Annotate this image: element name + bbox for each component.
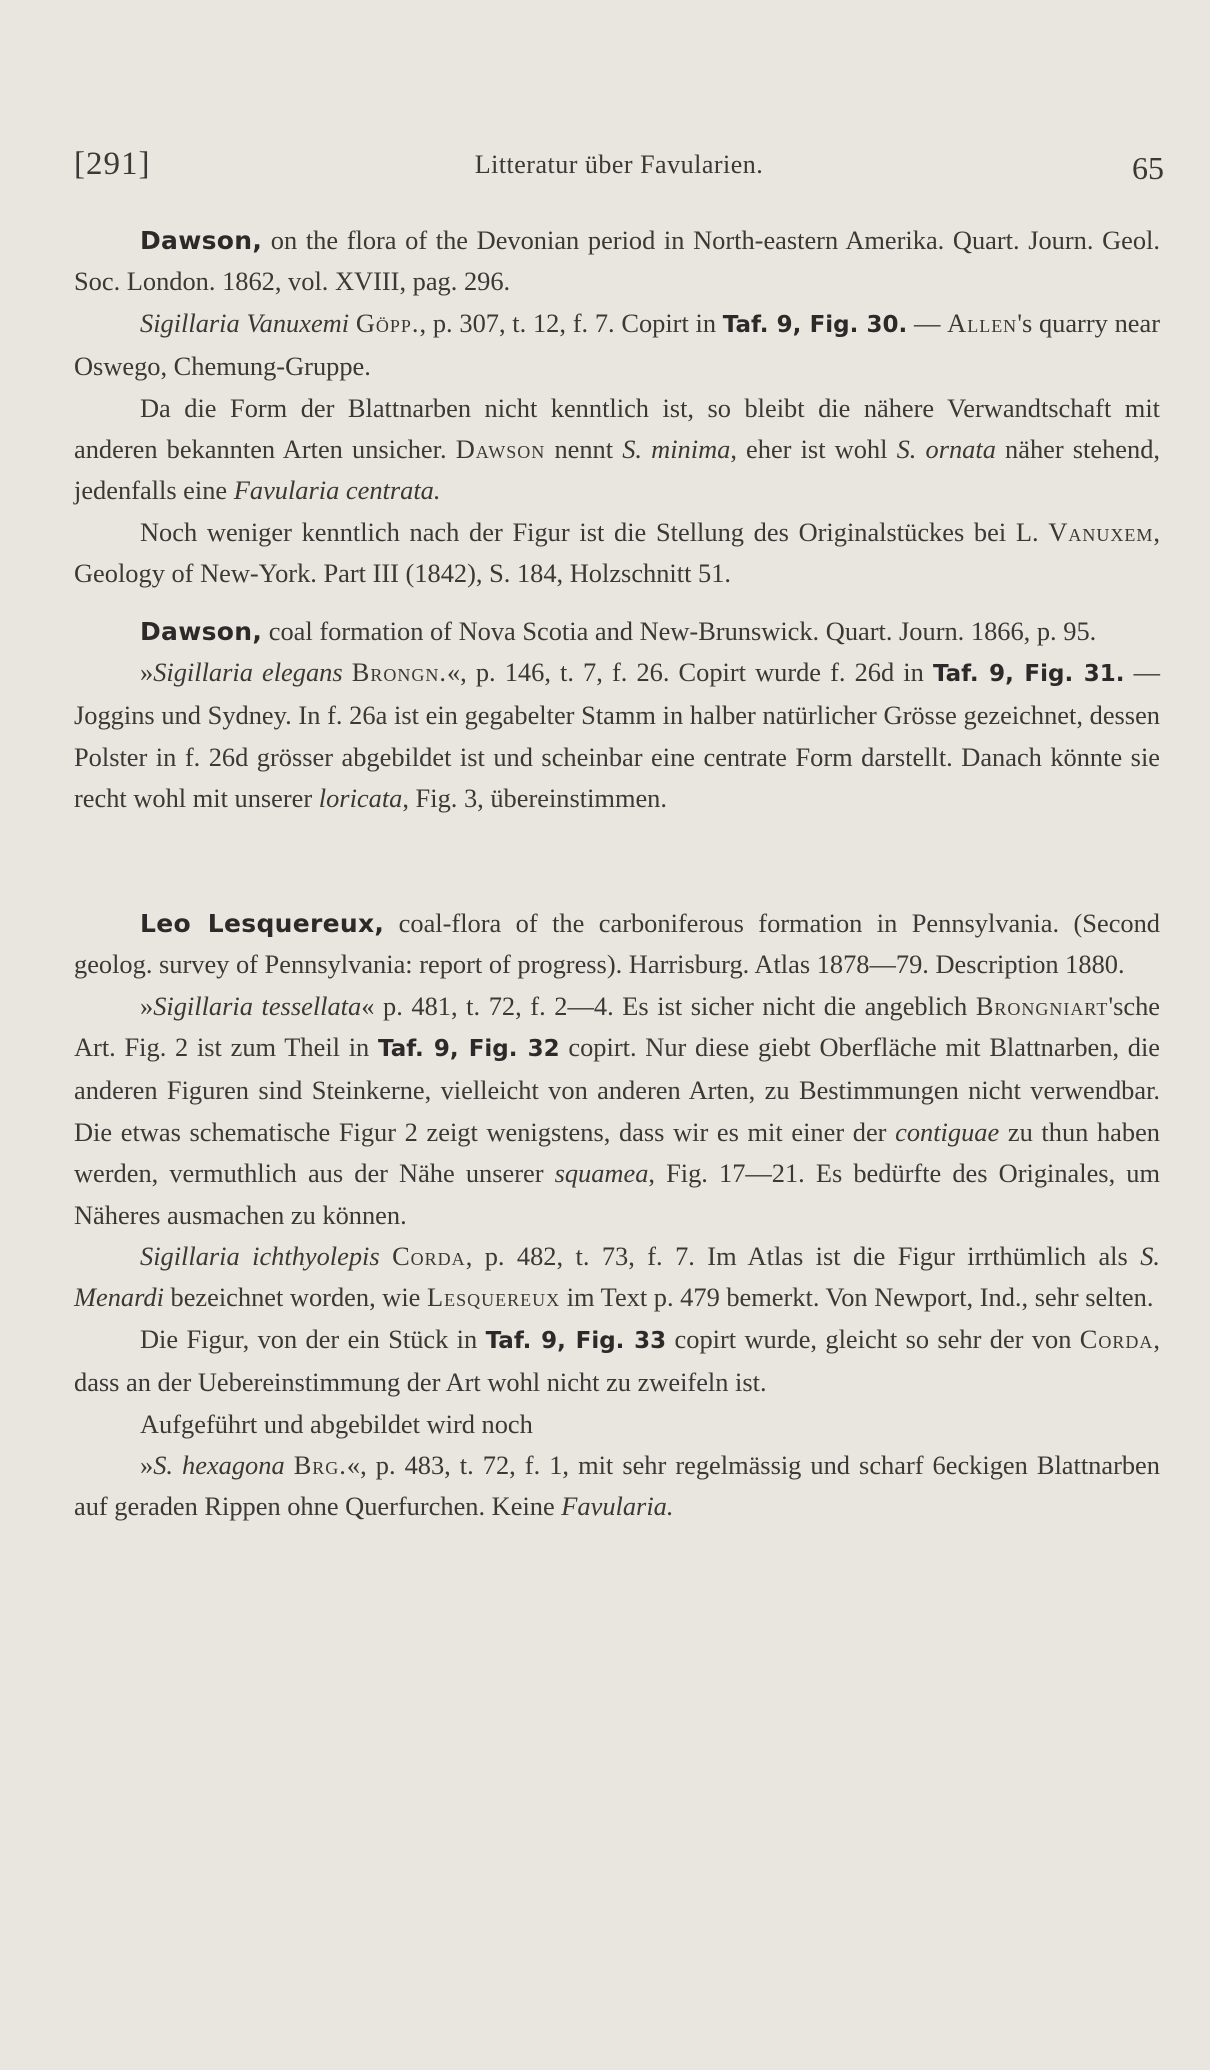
commentary-paragraph xyxy=(74,512,1160,595)
species-name: Favularia. xyxy=(561,1491,674,1522)
paragraph-text: » xyxy=(140,657,154,688)
author-abbrev: Corda xyxy=(392,1240,466,1271)
paragraph-text: nennt xyxy=(545,434,623,465)
paragraph-text: 's quarry near Oswego, Chemung-Gruppe. xyxy=(74,307,1160,382)
species-name: Sigillaria ichthyolepis xyxy=(140,1240,380,1271)
person-name: Vanuxem xyxy=(1048,516,1154,547)
paragraph-text: , Fig. 3, übereinstimmen. xyxy=(402,783,667,814)
species-name: S. hexagona xyxy=(153,1449,285,1480)
species-name: Sigillaria tessellata xyxy=(153,990,362,1021)
spacer xyxy=(74,595,1160,611)
running-title: Litteratur über Favularien. xyxy=(474,150,764,179)
paragraph-text: Die Figur, von der ein Stück in xyxy=(140,1323,486,1354)
author-name: Dawson, xyxy=(140,226,263,255)
paragraph-text: Da die Form der Blattnarben nicht kenntlich ist, so bleibt die nähere Verwandtschaft mit anderen bekannten Arten unsicher. xyxy=(74,392,1160,465)
species-paragraph xyxy=(74,303,1160,388)
plate-reference: Taf. 9, Fig. 32 xyxy=(377,1035,560,1062)
species-name: Favularia centrata. xyxy=(233,475,441,506)
paragraph-text: bezeichnet worden, wie xyxy=(163,1282,427,1313)
paragraph-text: zu thun haben werden, vermuthlich aus der Nähe unserer xyxy=(74,1116,1160,1189)
paragraph-text: «, p. 146, t. 7, f. 26. Copirt wurde f. 26d in xyxy=(446,657,933,688)
plate-reference: Taf. 9, Fig. 33 xyxy=(485,1327,667,1354)
species-paragraph xyxy=(74,986,1160,1236)
bib-entry-dawson-1866 xyxy=(74,611,1160,652)
section-gap xyxy=(74,820,1160,903)
commentary-paragraph xyxy=(74,1319,1160,1404)
paragraph-text: — Joggins und Sydney. In f. 26a ist ein gegabelter Stamm in halber natürlicher Grösse gezeichnet, dessen Polster in f. 26d grösser abgebildet ist und scheinbar eine centrate Form darstellt. Danach könnte sie recht wohl mit unserer xyxy=(74,657,1160,814)
author-abbrev: Göpp. xyxy=(355,307,420,338)
species-name: contiguae xyxy=(895,1116,1000,1147)
plate-reference: Taf. 9, Fig. 31. xyxy=(932,661,1125,688)
species-name: Sigillaria Vanuxemi xyxy=(140,307,350,338)
paragraph-text: , p. 307, t. 12, f. 7. Copirt in xyxy=(419,307,723,338)
paragraph-text: im Text p. 479 bemerkt. Von Newport, Ind., sehr selten. xyxy=(560,1282,1154,1313)
person-name: Brongniart xyxy=(975,990,1109,1021)
citation-text: coal-flora of the carboniferous formation in Pennsylvania. (Second geolog. survey of Pennsylvania: report of progress). Harrisburg. Atlas 1878—79. Description 1880. xyxy=(74,907,1160,980)
species-paragraph xyxy=(74,1236,1160,1319)
species-name: S. ornata xyxy=(896,434,996,465)
species-paragraph xyxy=(74,652,1160,820)
person-name: Allen xyxy=(947,307,1018,338)
author-name: Dawson, xyxy=(140,616,263,646)
species-name: S. minima xyxy=(622,434,731,465)
page-body xyxy=(74,220,1160,1528)
person-name: Lesquereux xyxy=(426,1282,561,1313)
commentary-paragraph xyxy=(74,388,1160,512)
species-name: loricata xyxy=(318,783,403,814)
person-name: Corda xyxy=(1079,1323,1154,1354)
species-name: Sigillaria elegans xyxy=(153,657,343,688)
paragraph-text: » xyxy=(140,990,154,1021)
species-paragraph xyxy=(74,1445,1160,1528)
paragraph-text: , dass an der Uebereinstimmung der Art wohl nicht zu zweifeln ist. xyxy=(74,1323,1160,1398)
species-name: S. Menardi xyxy=(74,1240,1160,1313)
page-ref: [291] xyxy=(74,146,151,182)
page-number: 65 xyxy=(1132,150,1164,186)
bib-entry-dawson-1862 xyxy=(74,220,1160,303)
paragraph-text: Aufgeführt und abgebildet wird noch xyxy=(140,1408,533,1439)
paragraph-text: copirt wurde, gleicht so sehr der von xyxy=(666,1323,1080,1354)
paragraph-text: « p. 481, t. 72, f. 2—4. Es ist sicher nicht die angeblich xyxy=(361,990,976,1021)
paragraph-text: 'sche Art. Fig. 2 ist zum Theil in xyxy=(74,990,1160,1062)
paragraph-text: » xyxy=(140,1449,154,1480)
running-header xyxy=(74,146,1164,190)
plate-reference: Taf. 9, Fig. 30. xyxy=(722,311,908,338)
citation-text: on the flora of the Devonian period in North-eastern Amerika. Quart. Journ. Geol. Soc. London. 1862, vol. XVIII, pag. 296. xyxy=(74,225,1160,297)
person-name: Dawson xyxy=(455,434,546,465)
author-name: Leo Lesquereux, xyxy=(140,908,385,938)
paragraph-text: copirt. Nur diese giebt Oberfläche mit Blattnarben, die anderen Figuren sind Steinkerne, vielleicht von anderen Arten, zu Bestimmungen nicht verwendbar. Die etwas schematische Figur 2 zeigt wenigstens, dass wir es mit einer der xyxy=(74,1031,1161,1147)
paragraph-text: , Geology of New-York. Part III (1842), S. 184, Holzschnitt 51. xyxy=(74,516,1160,589)
citation-text: coal formation of Nova Scotia and New-Brunswick. Quart. Journ. 1866, p. 95. xyxy=(262,615,1097,646)
species-name: squamea xyxy=(554,1158,649,1189)
author-abbrev: Brg. xyxy=(293,1449,347,1480)
paragraph-text: , Fig. 17—21. Es bedürfte des Originales, um Näheres ausmachen zu können. xyxy=(74,1158,1160,1230)
paragraph-text: näher stehend, jedenfalls eine xyxy=(74,434,1160,506)
paragraph-text: «, p. 483, t. 72, f. 1, mit sehr regelmässig und scharf 6eckigen Blattnarben auf geraden Rippen ohne Querfurchen. Keine xyxy=(74,1449,1160,1522)
bib-entry-lesquereux xyxy=(74,903,1160,986)
paragraph-text: , p. 482, t. 73, f. 7. Im Atlas ist die Figur irrthümlich als xyxy=(465,1240,1141,1271)
paragraph-text: Noch weniger kenntlich nach der Figur ist die Stellung des Originalstückes bei L. xyxy=(140,516,1049,547)
author-abbrev: Brongn. xyxy=(351,657,447,688)
paragraph-text: — xyxy=(907,307,948,338)
paragraph-text: , eher ist wohl xyxy=(730,434,897,465)
commentary-paragraph xyxy=(74,1404,1160,1445)
